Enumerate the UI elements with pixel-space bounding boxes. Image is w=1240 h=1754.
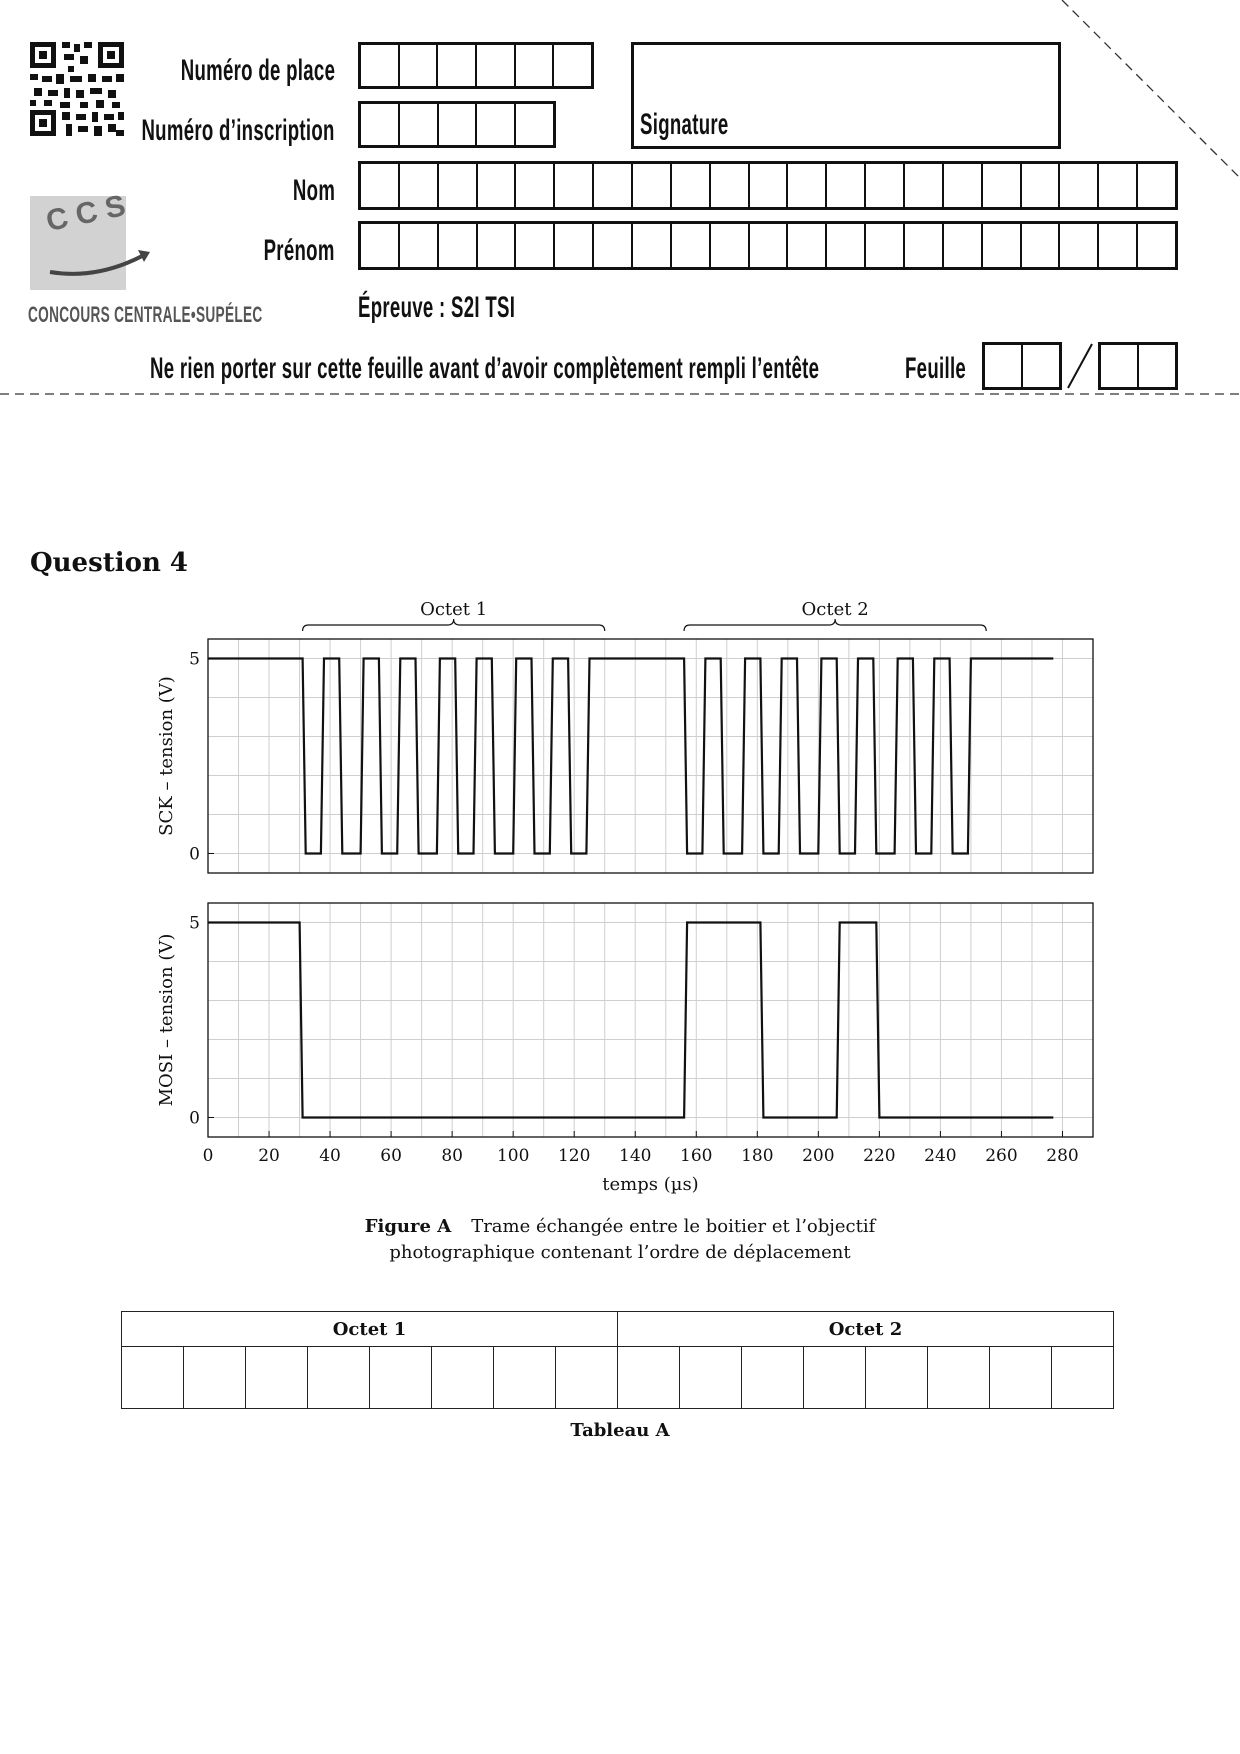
signature-label: Signature [640,108,729,141]
panel-mosi [156,903,1093,1137]
x-axis-label: temps (µs) [602,1174,699,1195]
feuille-label: Feuille [905,352,967,385]
octet-brace-label: Octet 2 [801,599,869,620]
prenom-label: Prénom [263,234,335,267]
bit-cell[interactable] [866,1347,928,1409]
y-tick-label: 0 [189,1108,200,1129]
y-tick-label: 0 [189,844,200,865]
panel-sck [156,639,1093,873]
bit-cell[interactable] [618,1347,680,1409]
x-tick-label: 140 [619,1146,652,1166]
nom-label: Nom [292,174,335,207]
x-tick-label: 280 [1046,1146,1079,1166]
figure-label: Figure A [364,1216,452,1237]
octet-brace [303,619,605,631]
x-tick-label: 260 [985,1146,1018,1166]
x-tick-label: 220 [863,1146,896,1166]
table-caption: Tableau A [570,1420,670,1441]
timing-chart [0,595,1240,1195]
epreuve-label: Épreuve : S2I TSI [358,291,516,324]
bit-cell[interactable] [680,1347,742,1409]
x-tick-label: 40 [319,1146,341,1166]
bit-cell[interactable] [432,1347,494,1409]
octet-brace [684,619,986,631]
x-tick-label: 200 [802,1146,835,1166]
bit-cell[interactable] [246,1347,308,1409]
numero-inscription-label: Numéro d’inscription [141,114,335,147]
figure-caption [0,1214,1240,1266]
x-tick-label: 20 [258,1146,280,1166]
bit-cell[interactable] [804,1347,866,1409]
x-tick-label: 100 [496,1146,530,1166]
concours-label: CONCOURS CENTRALE•SUPÉLEC [28,302,263,327]
signal-mosi [208,923,1053,1118]
bit-cell[interactable] [122,1347,184,1409]
plot-frame [208,903,1093,1137]
bit-cell[interactable] [556,1347,618,1409]
bit-cell[interactable] [1052,1347,1114,1409]
octet-brace-label: Octet 1 [420,599,488,620]
numero-place-label: Numéro de place [180,54,335,87]
bit-cell[interactable] [928,1347,990,1409]
figure-caption-line2: photographique contenant l’ordre de déplacement [389,1242,851,1263]
x-tick-label: 80 [441,1146,463,1166]
signal-sck [208,659,1053,854]
bit-cell[interactable] [742,1347,804,1409]
x-tick-label: 120 [557,1146,591,1166]
bits-table [121,1311,1114,1409]
logo-letters: C C S [43,189,129,239]
y-tick-label: 5 [189,649,200,670]
bit-cell[interactable] [370,1347,432,1409]
octet1-header: Octet 1 [122,1312,618,1347]
y-axis-label: SCK – tension (V) [156,676,177,836]
cut-lines [0,0,1240,400]
y-tick-label: 5 [189,913,200,934]
bit-cell[interactable] [990,1347,1052,1409]
bit-cell[interactable] [184,1347,246,1409]
bit-cell[interactable] [494,1347,556,1409]
warning-text: Ne rien porter sur cette feuille avant d’avoir complètement rempli l’entête [150,352,820,385]
figure-caption-line1: Trame échangée entre le boitier et l’objectif [471,1216,876,1237]
y-axis-label: MOSI – tension (V) [156,933,177,1107]
question-title: Question 4 [30,548,189,578]
octet2-header: Octet 2 [618,1312,1114,1347]
x-tick-label: 0 [202,1146,214,1166]
bit-cell[interactable] [308,1347,370,1409]
x-tick-label: 240 [924,1146,957,1166]
x-tick-label: 180 [741,1146,774,1166]
x-tick-label: 160 [680,1146,713,1166]
x-tick-label: 60 [380,1146,402,1166]
